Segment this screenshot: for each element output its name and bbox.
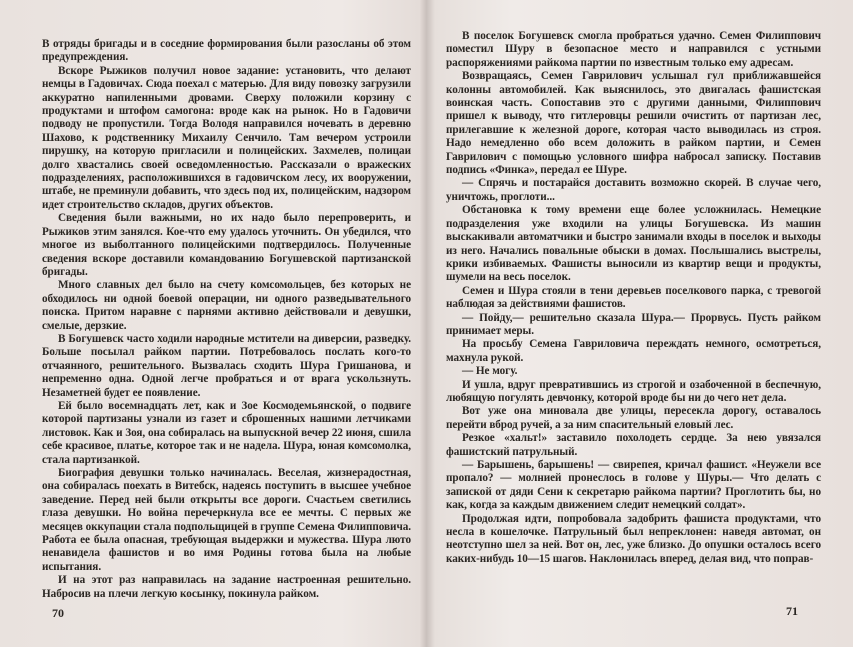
paragraph: Обстановка к тому времени еще более усложнилась. Немецкие подразделения уже входили на улицы Богушевска. Из машин выскакивали автоматчики и быстро занимали входы в поселок и выходы из него. Начались повальные обыски в домах. Послышались выстрелы, крики избиваемых. Фашисты выносили из квартир вещи и продукты, шумели на весь поселок. [446,204,821,284]
paragraph: — Пойду,— решительно сказала Шура.— Прорвусь. Пусть райком принимает меры. [446,311,821,337]
paragraph: Много славных дел было на счету комсомольцев, без которых не обходилось ни одной боевой операции, ни одного разведывательного поиска. Притом наравне с парнями активно действовали и девушки, смелые, дерзкие. [42,279,411,332]
paragraph: — Не могу. [462,365,518,378]
paragraph: — Спрячь и постарайся доставить возможно скорей. В случае чего, уничтожь, проглоти... [446,177,821,203]
page-number-right: 71 [786,604,798,618]
left-page [0,0,425,647]
paragraph: И ушла, вдруг превратившись из строгой и озабоченной в беспечную, любящую погулять девчонку, которой вроде бы ни до чего нет дела. [446,378,821,404]
paragraph: Семен и Шура стояли в тени деревьев поселкового парка, с тревогой наблюдая за действиями фашистов. [446,284,821,311]
paragraph: В поселок Богушевск смогла пробраться удачно. Семен Филиппович поместил Шуру в безопасное место и направился с устными распоряжениями райкома партии по известным только ему адресам. [446,30,821,69]
paragraph: Вот уже она миновала две улицы, пересекла дорогу, оставалось перейти вброд ручей, а за ним спасительный еловый лес. [446,405,821,431]
page-number-left: 70 [52,606,64,620]
paragraph: В Богушевск часто ходили народные мстители на диверсии, разведку. Больше посылал райком партии. Потребовалось послать кого-то отчаянного, решительного. Вызвалась сходить Шура Гришанова, и непременно одна. Одной легче пробраться и от врага ускользнуть. Незаметней будет ее появление. [42,332,411,399]
paragraph: Продолжая идти, попробовала задобрить фашиста продуктами, что несла в кошелочке. Патрульный был непреклонен: наведя автомат, он неотступно шел за ней. Вот он, лес, уже близко. До опушки осталось всего каких-нибудь 10—15 шагов. Наклонилась вперед, делая вид, что поправ- [446,512,821,565]
paragraph: Биография девушки только начиналась. Веселая, жизнерадостная, она собиралась поехать в Витебск, надеясь поступить в высшее учебное заведение. Перед ней были открыты все дороги. Счастьем светились глаза девушки. Но война перечеркнула все ее мечты. С первых же месяцев оккупации стала подпольщицей в группе Семена Филипповича. Работа ее была опасная, требующая выдержки и мужества. Шура люто ненавидела фашистов и во имя Родины готова была на любые испытания. [42,467,411,573]
paragraph: На просьбу Семена Гавриловича переждать немного, осмотреться, махнула рукой. [446,338,821,364]
left-page-text [42,38,411,601]
paragraph: Ей было восемнадцать лет, как и Зое Космодемьянской, о подвиге которой партизаны узнали из газет и сброшенных нашими летчиками листовок. Как и Зоя, она собиралась на выпускной вечер 22 июня, сшила себе красивое, платье, которое так и не надела. Шура, юная комсомолка, стала партизанкой. [42,399,411,466]
paragraph: Резкое «хальт!» заставило похолодеть сердце. За нею увязался фашистский патрульный. [446,432,821,458]
paragraph: Возвращаясь, Семен Гаврилович услышал гул приближавшейся колонны автомобилей. Как выяснилось, это двигалась фашистская воинская часть. Сопоставив это с другими данными, Филиппович пришел к выводу, что гитлеровцы решили очистить от партизан лес, прилегавшие к железной дороге, которая часто выводилась из строя. Надо немедленно обо всем доложить в райком партии, и Семен Гаврилович с помощью условного шифра набросал записку. Поставив подпись «Финка», передал ее Шуре. [446,70,821,177]
paragraph: Сведения были важными, но их надо было перепроверить, и Рыжиков этим занялся. Кое-что ему удалось уточнить. Он убедился, что многое из выболтанного полицейскими подтвердилось. Полученные сведения вскоре доставили командованию Богушевской партизанской бригады. [42,212,411,278]
paragraph: И на этот раз направилась на задание настроенная решительно. Набросив на плечи легкую косынку, покинула райком. [42,574,411,600]
right-page-text [446,30,821,566]
paragraph: В отряды бригады и в соседние формирования были разосланы об этом предупреждения. [42,38,411,64]
paragraph: — Барышень, барышень! — свирепея, кричал фашист. «Неужели все пропало? — молнией пронеслось в голове у Шуры.— Что делать с запиской от дяди Сени к секретарю райкома партии? Проглотить бы, но как, когда за каждым движением следит немецкий солдат». [446,459,821,512]
right-page [426,0,853,647]
paragraph: Вскоре Рыжиков получил новое задание: установить, что делают немцы в Гадовичах. Сюда поехал с матерью. Для виду повозку загрузили аккуратно напиленными дровами. Сверху положили корзину с продуктами и штофом самогона: вроде как на рынок. Но в Гадовичи подводу не пропустили. Тогда Володя направился ночевать в деревню Шахово, к родственнику Михаилу Сенчило. Там вечером устроили пирушку, на которую пригласили и полицейских. Захмелев, полицаи долго хвастались своей осведомленностью. Рассказали о вражеских подразделениях, расположившихся в гадовичском лесу, их вооружении, штабе, не преминули добавить, что здесь под их, полицейским, надзором идет строительство складов, других объектов. [42,64,411,211]
